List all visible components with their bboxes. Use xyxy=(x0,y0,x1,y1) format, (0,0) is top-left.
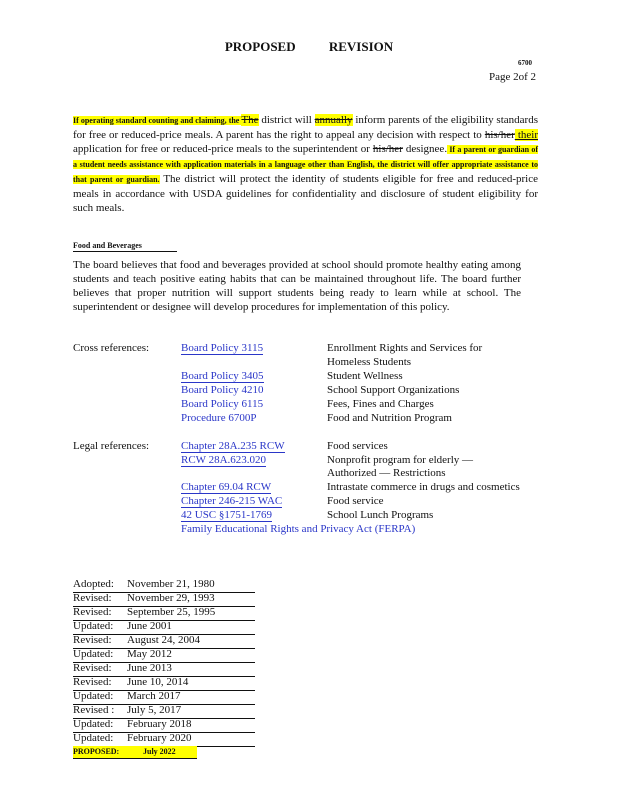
proposed-date: July 2022 xyxy=(143,747,176,756)
inserted-text: the xyxy=(226,116,242,125)
history-date: June 2001 xyxy=(127,620,172,632)
legal-reference-link[interactable]: Chapter 246-215 WAC xyxy=(181,495,283,507)
legal-reference-desc: Food service xyxy=(327,495,384,507)
history-date: June 2013 xyxy=(127,662,172,674)
deleted-text: his/her xyxy=(372,143,403,155)
cross-references-label: Cross references: xyxy=(73,342,150,354)
history-date: February 2020 xyxy=(127,732,192,744)
deleted-text: The xyxy=(241,114,259,126)
history-row xyxy=(73,634,255,649)
history-label: Revised: xyxy=(73,592,112,604)
cross-reference-desc: School Support Organizations xyxy=(327,384,460,396)
legal-reference-desc: Authorized — Restrictions xyxy=(327,467,446,479)
history-date: March 2017 xyxy=(127,690,181,702)
history-date: May 2012 xyxy=(127,648,172,660)
proposed-row xyxy=(73,746,197,759)
cross-reference-link[interactable]: Board Policy 6115 xyxy=(181,398,264,410)
body-text: application for free or reduced-price meals to the superintendent or xyxy=(73,143,373,155)
history-date: September 25, 1995 xyxy=(127,606,216,618)
history-row xyxy=(73,648,255,663)
history-row xyxy=(73,690,255,705)
history-row xyxy=(73,662,255,677)
history-date: November 29, 1993 xyxy=(127,592,215,604)
legal-reference-link[interactable]: Chapter 28A.235 RCW xyxy=(181,440,285,452)
history-date: November 21, 1980 xyxy=(127,578,215,590)
history-date: February 2018 xyxy=(127,718,192,730)
history-date: July 5, 2017 xyxy=(127,704,182,716)
eligibility-paragraph xyxy=(73,113,538,215)
legal-reference-desc: Food services xyxy=(327,440,388,452)
legal-references-label: Legal references: xyxy=(73,440,150,452)
history-label: Revised: xyxy=(73,606,112,618)
history-label: Adopted: xyxy=(73,578,114,590)
proposed-label: PROPOSED: xyxy=(73,747,120,756)
body-text: district will xyxy=(261,114,315,126)
body-text: designee. xyxy=(402,143,448,155)
legal-reference-desc: Intrastate commerce in drugs and cosmetics xyxy=(327,481,520,493)
inserted-text: If a parent or guardian of a student needs assistance with application materials in a language other than English, the district will offer appropriate assistance to that parent or guardian. xyxy=(73,145,539,184)
body-text: inform parents of the eligibility standards for free or reduced-price meals. A parent has the right to appeal any decision with respect to xyxy=(73,114,538,141)
history-row xyxy=(73,704,255,719)
page-title: PROPOSED REVISION xyxy=(224,39,394,54)
legal-reference-link[interactable]: Family Educational Rights and Privacy Act (FERPA) xyxy=(181,523,416,535)
cross-reference-link[interactable]: Board Policy 4210 xyxy=(181,384,264,396)
history-label: Updated: xyxy=(73,648,114,660)
cross-reference-desc: Fees, Fines and Charges xyxy=(327,398,434,410)
deleted-text: his/her xyxy=(484,129,515,141)
legal-reference-desc: Nonprofit program for elderly — xyxy=(327,454,474,466)
inserted-text: their xyxy=(514,129,538,141)
page-number: Page 2of 2 xyxy=(488,71,536,83)
history-row xyxy=(73,718,255,733)
history-row xyxy=(73,606,255,621)
history-row xyxy=(73,732,255,747)
history-row xyxy=(73,592,255,607)
cross-reference-desc: Student Wellness xyxy=(327,370,403,382)
history-label: Updated: xyxy=(73,732,114,744)
history-label: Updated: xyxy=(73,620,114,632)
legal-reference-link[interactable]: RCW 28A.623.020 xyxy=(181,454,267,466)
legal-reference-link[interactable]: 42 USC §1751-1769 xyxy=(181,509,273,521)
history-date: June 10, 2014 xyxy=(127,676,189,688)
deleted-text: annually xyxy=(314,114,353,126)
history-label: Revised: xyxy=(73,676,112,688)
history-label: Revised: xyxy=(73,662,112,674)
legal-reference-link[interactable]: Chapter 69.04 RCW xyxy=(181,481,272,493)
history-label: Updated: xyxy=(73,690,114,702)
history-row xyxy=(73,578,255,593)
history-label: Updated: xyxy=(73,718,114,730)
cross-reference-link[interactable]: Board Policy 3405 xyxy=(181,370,264,382)
cross-reference-desc: Food and Nutrition Program xyxy=(327,412,452,424)
history-label: Revised : xyxy=(73,704,115,716)
cross-reference-link[interactable]: Board Policy 3115 xyxy=(181,342,264,354)
inserted-text: If operating standard counting and claiming, xyxy=(73,116,227,125)
cross-reference-desc: Homeless Students xyxy=(327,356,412,368)
body-text: The district will protect the identity of students eligible for free and reduced-price meals in accordance with USDA guidelines for confidentiality and disclosure of student eligibility for such meals. xyxy=(73,173,538,214)
food-beverages-paragraph: The board believes that food and beverages provided at school should promote healthy eating among students and teach positive eating habits that can be maintained throughout life. The board further believes that proper nutrition will support students being ready to learn while at school. The superintendent or designee will develop procedures for implementation of this policy. xyxy=(73,259,521,313)
legal-reference-desc: School Lunch Programs xyxy=(327,509,434,521)
cross-reference-link[interactable]: Procedure 6700P xyxy=(181,412,257,424)
history-date: August 24, 2004 xyxy=(127,634,201,646)
history-row xyxy=(73,676,255,691)
policy-number: 6700 xyxy=(518,59,532,67)
history-label: Revised: xyxy=(73,634,112,646)
section-heading: Food and Beverages xyxy=(73,241,177,252)
cross-reference-desc: Enrollment Rights and Services for xyxy=(327,342,483,354)
history-row xyxy=(73,620,255,635)
